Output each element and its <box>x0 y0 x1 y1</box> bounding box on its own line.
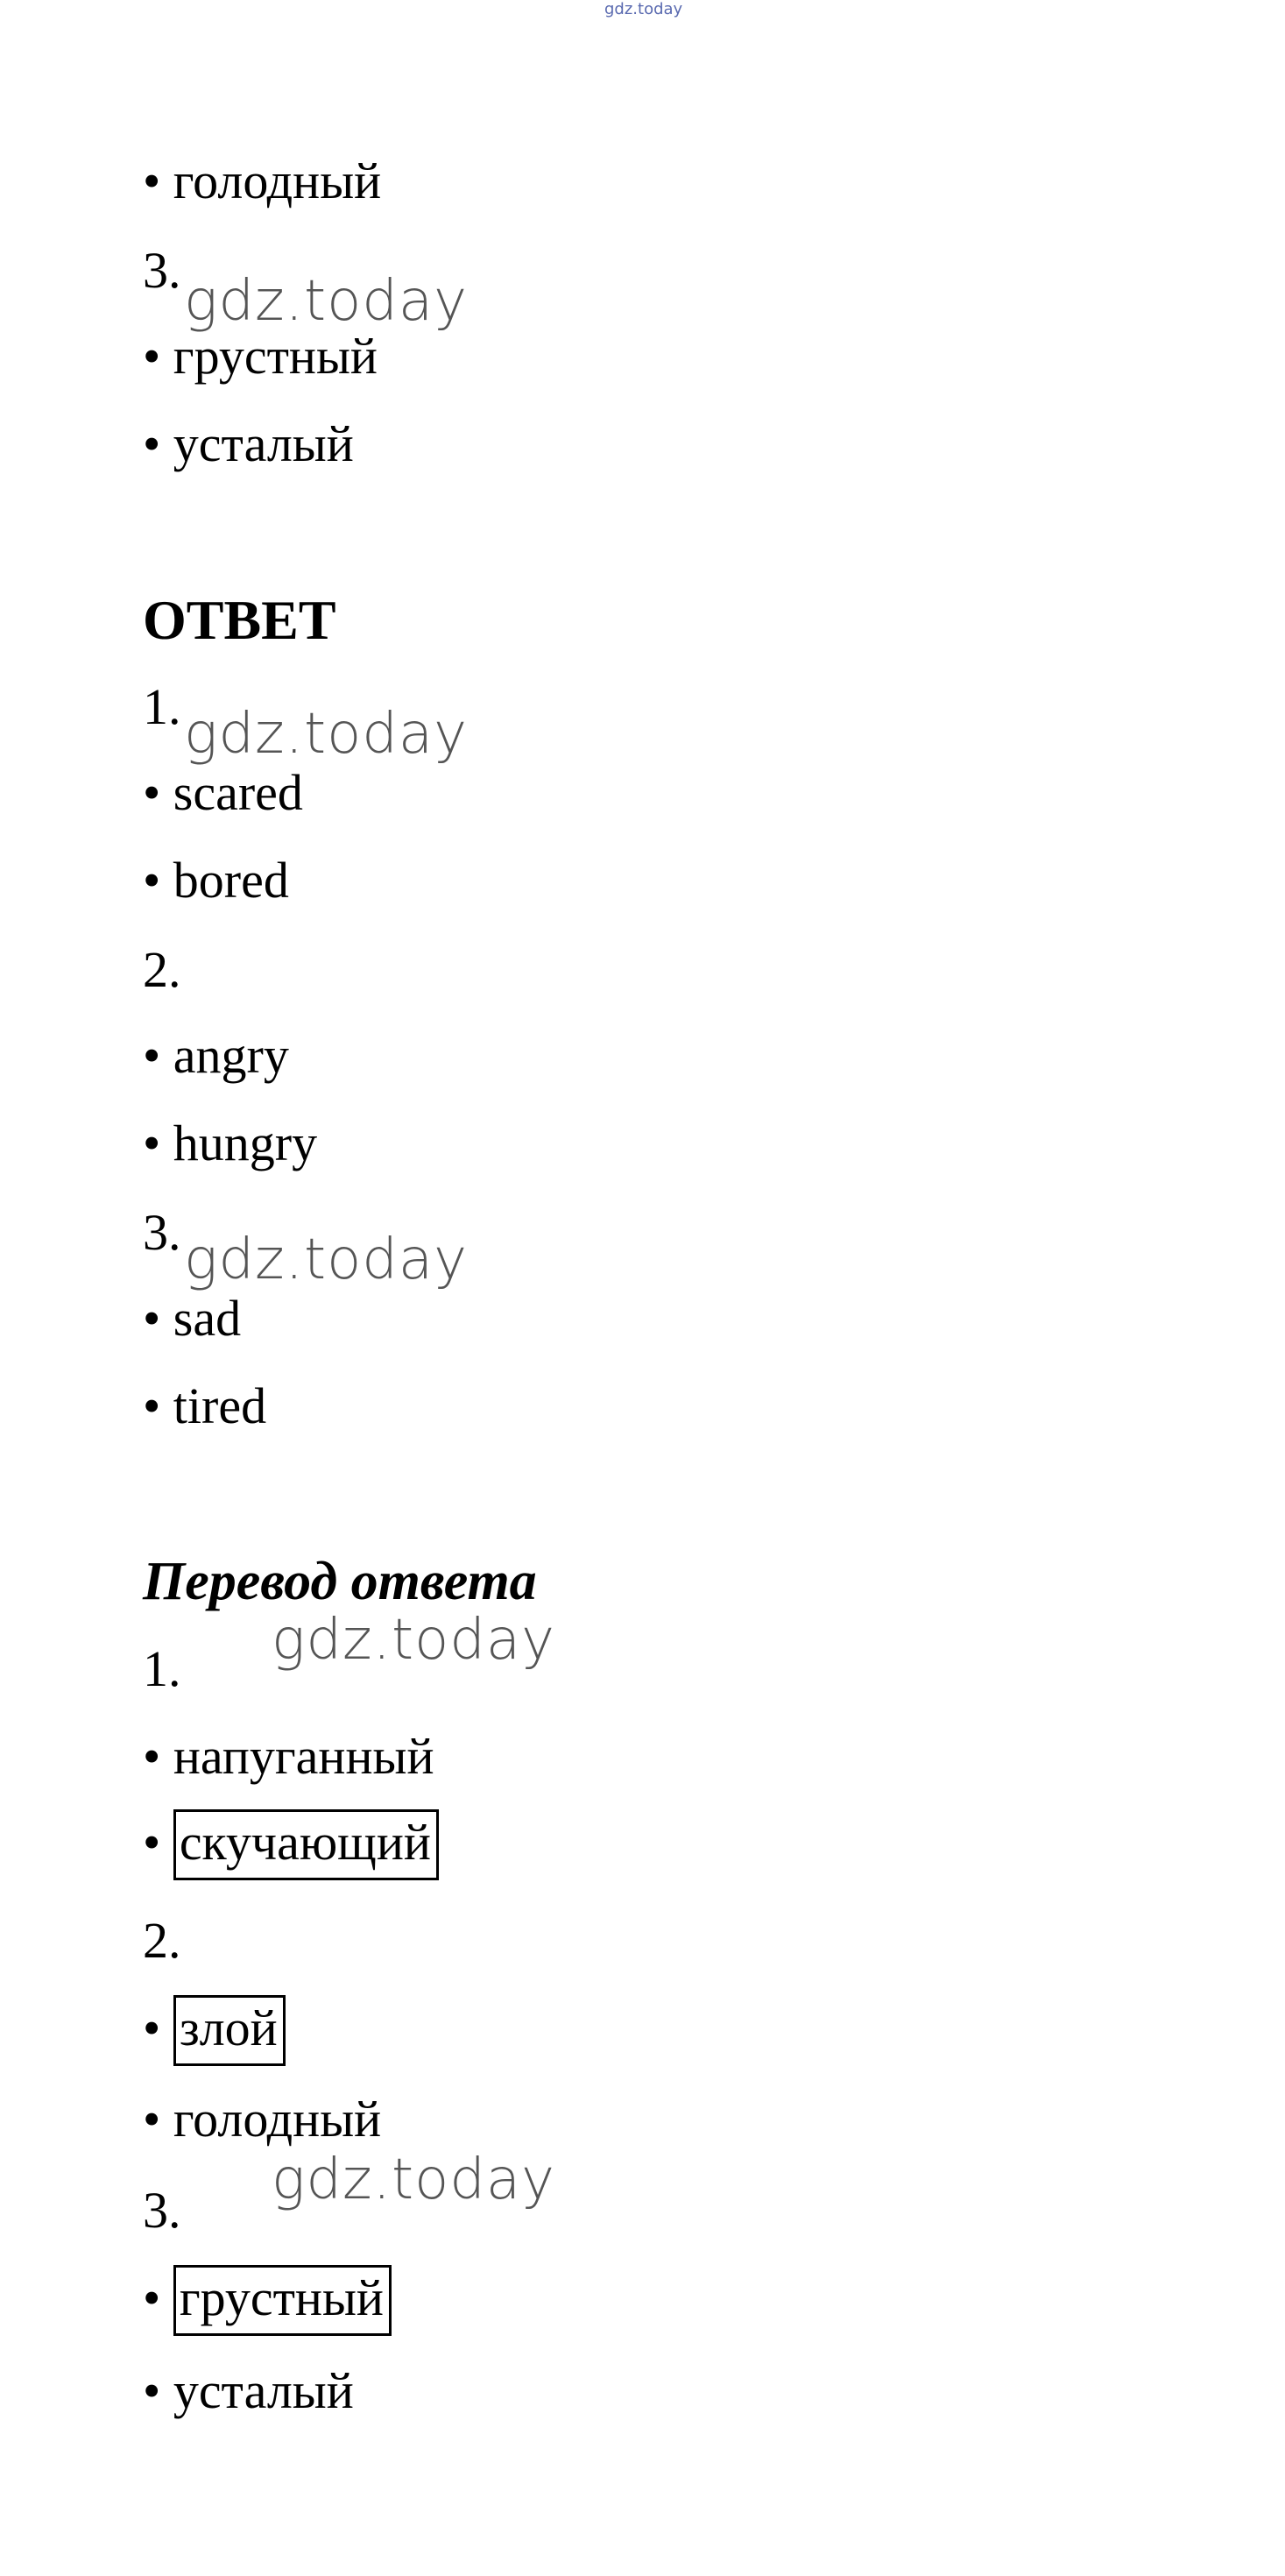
translation-item-bored <box>143 1814 439 1871</box>
translation-item-hungry <box>143 2091 382 2148</box>
bullet: • <box>143 2269 161 2326</box>
answer-item-angry: • angry <box>143 1027 289 1084</box>
translation-item-tired <box>143 2362 354 2419</box>
translation-group-3-number: 3. <box>143 2182 181 2239</box>
bullet: • <box>143 1728 161 1785</box>
translation-word: усталый <box>173 2362 354 2419</box>
answer-item-tired: • tired <box>143 1377 267 1434</box>
list-item-tired: • усталый <box>143 415 354 472</box>
translation-group-2-number: 2. <box>143 1912 181 1969</box>
boxed-translation-word: грустный <box>173 2265 392 2336</box>
bullet: • <box>143 2091 161 2148</box>
translation-item-sad <box>143 2269 392 2326</box>
answer-item-scared: • scared <box>143 764 303 821</box>
answer-heading: ОТВЕТ <box>143 589 336 651</box>
answer-item-hungry: • hungry <box>143 1115 318 1171</box>
answer-group-1-number: 1. <box>143 678 181 735</box>
top-watermark: gdz.today <box>604 0 683 18</box>
group-number: 3. <box>143 242 181 299</box>
list-item-hungry: • голодный <box>143 152 382 209</box>
translation-item-angry <box>143 1999 286 2056</box>
watermark: gdz.today <box>272 2148 555 2212</box>
answer-item-bored: • bored <box>143 852 289 909</box>
answer-item-sad: • sad <box>143 1290 242 1347</box>
list-item-sad: • грустный <box>143 328 378 385</box>
translation-word: напуганный <box>173 1728 434 1785</box>
bullet: • <box>143 1814 161 1871</box>
bullet: • <box>143 1999 161 2056</box>
boxed-translation-word: скучающий <box>173 1809 439 1880</box>
translation-item-scared <box>143 1728 434 1785</box>
boxed-translation-word: злой <box>173 1995 286 2066</box>
translation-group-1-number: 1. <box>143 1640 181 1697</box>
watermark: gdz.today <box>184 1228 468 1292</box>
answer-group-2-number: 2. <box>143 941 181 998</box>
watermark: gdz.today <box>184 269 468 334</box>
translation-heading: Перевод ответа <box>143 1552 537 1611</box>
bullet: • <box>143 2362 161 2419</box>
watermark: gdz.today <box>184 702 468 767</box>
watermark: gdz.today <box>272 1608 555 1673</box>
translation-word: голодный <box>173 2091 382 2148</box>
answer-group-3-number: 3. <box>143 1204 181 1261</box>
